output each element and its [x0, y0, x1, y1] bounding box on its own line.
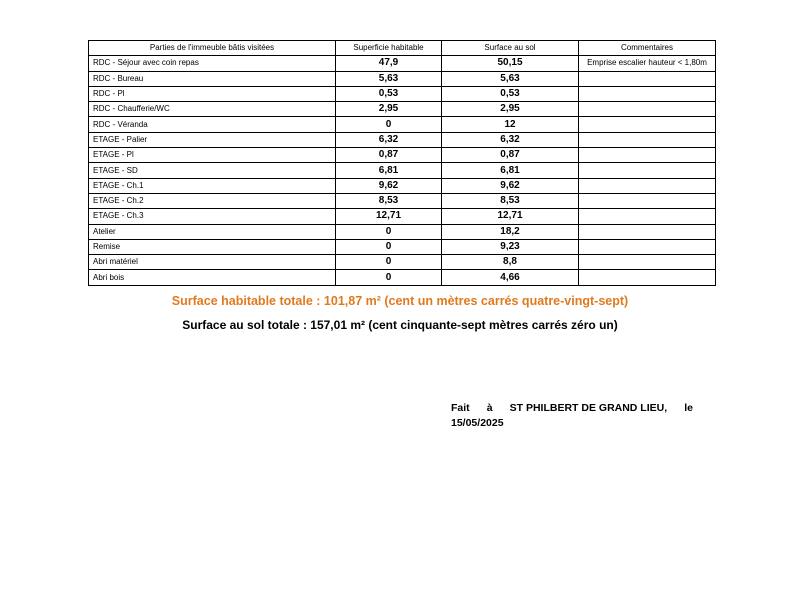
- table-row: [89, 102, 716, 117]
- row-part: Abri matériel: [89, 255, 336, 270]
- row-comment: [579, 86, 716, 101]
- row-comment: [579, 209, 716, 224]
- table-row: [89, 239, 716, 254]
- le-word: le: [684, 402, 693, 414]
- row-habitable: 6,32: [336, 132, 442, 147]
- row-habitable: 0,87: [336, 148, 442, 163]
- table-row: [89, 163, 716, 178]
- row-comment: [579, 117, 716, 132]
- table-row: [89, 193, 716, 208]
- row-part: ETAGE - SD: [89, 163, 336, 178]
- row-comment: [579, 148, 716, 163]
- total-habitable-text: Surface habitable totale : 101,87 m² (cent un mètres carrés quatre-vingt-sept): [171, 294, 629, 308]
- row-part: Abri bois: [89, 270, 336, 285]
- row-sol: 12: [442, 117, 579, 132]
- row-habitable: 6,81: [336, 163, 442, 178]
- row-part: ETAGE - Ch.1: [89, 178, 336, 193]
- fait-word: Fait: [451, 402, 470, 414]
- row-part: ETAGE - Palier: [89, 132, 336, 147]
- row-sol: 0,53: [442, 86, 579, 101]
- row-sol: 12,71: [442, 209, 579, 224]
- row-sol: 5,63: [442, 71, 579, 86]
- header-comments: Commentaires: [579, 41, 716, 56]
- row-part: ETAGE - Pl: [89, 148, 336, 163]
- row-comment: [579, 71, 716, 86]
- header-habitable: Superficie habitable: [336, 41, 442, 56]
- row-part: RDC - Chaufferie/WC: [89, 102, 336, 117]
- row-part: ETAGE - Ch.2: [89, 193, 336, 208]
- row-part: ETAGE - Ch.3: [89, 209, 336, 224]
- table-row: [89, 86, 716, 101]
- row-habitable: 8,53: [336, 193, 442, 208]
- header-sol: Surface au sol: [442, 41, 579, 56]
- table-body: [89, 56, 716, 285]
- signature-line: [451, 401, 693, 416]
- row-sol: 4,66: [442, 270, 579, 285]
- row-sol: 9,62: [442, 178, 579, 193]
- table-row: [89, 270, 716, 285]
- row-sol: 18,2: [442, 224, 579, 239]
- row-comment: [579, 193, 716, 208]
- table-row: [89, 209, 716, 224]
- row-part: RDC - Pl: [89, 86, 336, 101]
- row-habitable: 0: [336, 270, 442, 285]
- row-comment: [579, 163, 716, 178]
- row-sol: 2,95: [442, 102, 579, 117]
- row-comment: [579, 239, 716, 254]
- row-habitable: 0: [336, 117, 442, 132]
- table-row: [89, 148, 716, 163]
- table-row: [89, 56, 716, 71]
- table-row: [89, 71, 716, 86]
- row-habitable: 9,62: [336, 178, 442, 193]
- row-habitable: 0: [336, 224, 442, 239]
- surface-table: [88, 40, 716, 286]
- signature-block: [451, 401, 693, 431]
- row-habitable: 5,63: [336, 71, 442, 86]
- row-part: RDC - Bureau: [89, 71, 336, 86]
- table-row: [89, 117, 716, 132]
- row-sol: 50,15: [442, 56, 579, 71]
- row-habitable: 0,53: [336, 86, 442, 101]
- row-comment: [579, 255, 716, 270]
- row-comment: [579, 178, 716, 193]
- a-word: à: [486, 402, 493, 414]
- row-comment: Emprise escalier hauteur < 1,80m: [579, 56, 716, 71]
- row-habitable: 47,9: [336, 56, 442, 71]
- row-habitable: 0: [336, 239, 442, 254]
- row-sol: 6,32: [442, 132, 579, 147]
- row-habitable: 12,71: [336, 209, 442, 224]
- row-part: Atelier: [89, 224, 336, 239]
- table-row: [89, 224, 716, 239]
- signature-date: 15/05/2025: [451, 417, 504, 429]
- row-comment: [579, 102, 716, 117]
- row-part: RDC - Véranda: [89, 117, 336, 132]
- row-habitable: 0: [336, 255, 442, 270]
- row-comment: [579, 270, 716, 285]
- header-parts: Parties de l'immeuble bâtis visitées: [89, 41, 336, 56]
- row-sol: 9,23: [442, 239, 579, 254]
- row-part: Remise: [89, 239, 336, 254]
- row-habitable: 2,95: [336, 102, 442, 117]
- table-row: [89, 132, 716, 147]
- row-comment: [579, 132, 716, 147]
- total-sol-text: Surface au sol totale : 157,01 m² (cent cinquante-sept mètres carrés zéro un): [182, 318, 618, 332]
- row-part: RDC - Séjour avec coin repas: [89, 56, 336, 71]
- row-sol: 0,87: [442, 148, 579, 163]
- table-row: [89, 255, 716, 270]
- row-sol: 8,53: [442, 193, 579, 208]
- signature-place: ST PHILBERT DE GRAND LIEU,: [509, 402, 668, 414]
- row-comment: [579, 224, 716, 239]
- row-sol: 8,8: [442, 255, 579, 270]
- row-sol: 6,81: [442, 163, 579, 178]
- table-row: [89, 178, 716, 193]
- table-header-row: [89, 41, 716, 56]
